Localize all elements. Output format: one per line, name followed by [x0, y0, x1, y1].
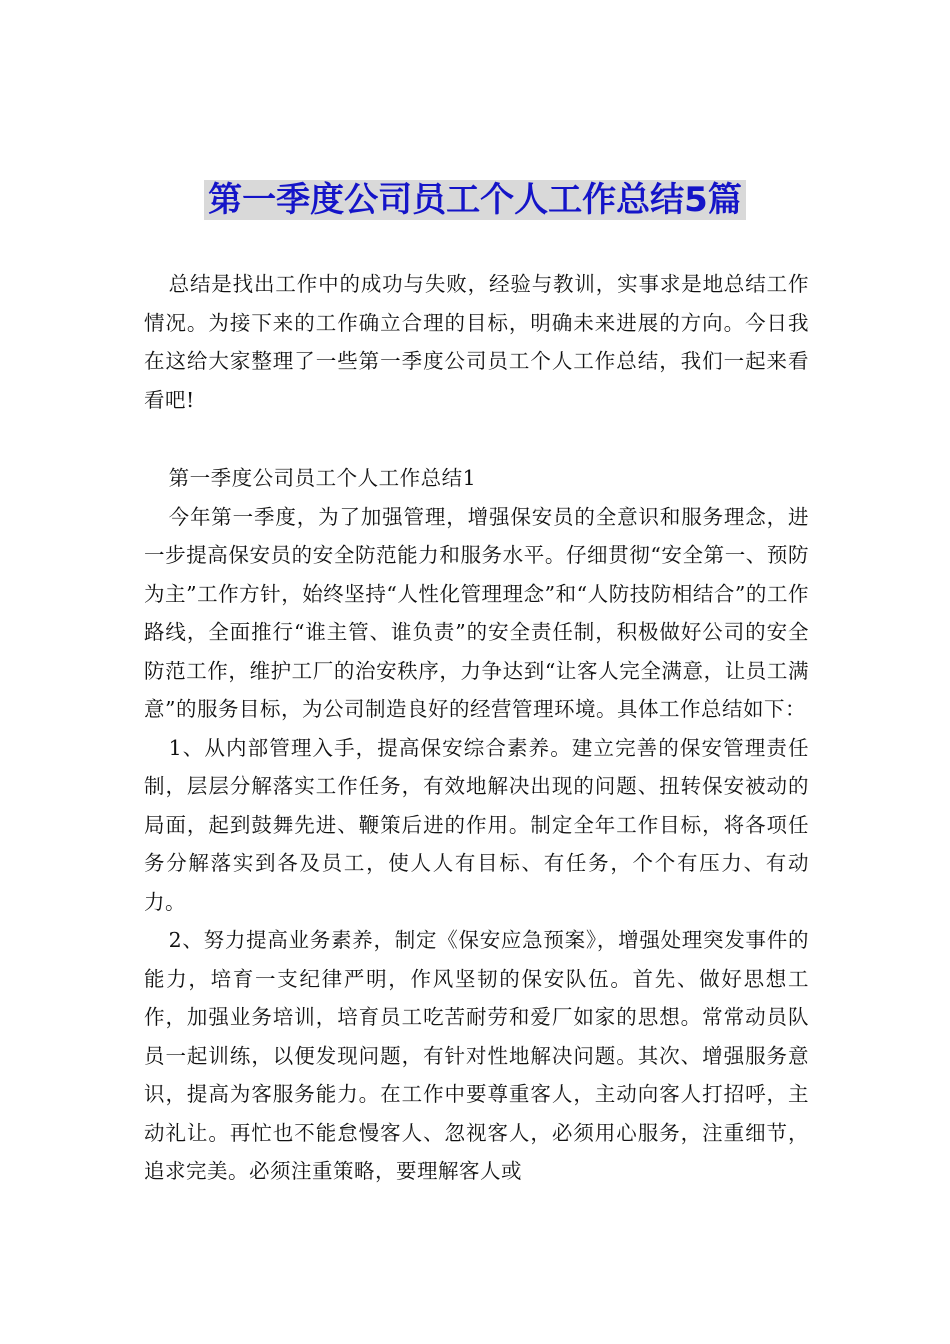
document-body: [144, 265, 809, 1191]
document-title-text: 第一季度公司员工个人工作总结5篇: [204, 180, 746, 220]
body-paragraph: 1、从内部管理入手，提高保安综合素养。建立完善的保安管理责任制，层层分解落实工作任务，有效地解决出现的问题、扭转保安被动的局面，起到鼓舞先进、鞭策后进的作用。制定全年工作目标，将各项任务分解落实到各及员工，使人人有目标、有任务，个个有压力、有动力。: [144, 735, 809, 914]
body-paragraph: 2、努力提高业务素养，制定《保安应急预案》，增强处理突发事件的能力，培育一支纪律严明，作风坚韧的保安队伍。首先、做好思想工作，加强业务培训，培育员工吃苦耐劳和爱厂如家的思想。常常动员队员一起训练，以便发现问题，有针对性地解决问题。其次、增强服务意识，提高为客服务能力。在工作中要尊重客人，主动向客人打招呼，主动礼让。再忙也不能怠慢客人、忽视客人，必须用心服务，注重细节，追求完美。必须注重策略，要理解客人或: [144, 928, 809, 1183]
body-paragraph: 今年第一季度，为了加强管理，增强保安员的全意识和服务理念，进一步提高保安员的安全防范能力和服务水平。仔细贯彻“安全第一、预防为主”工作方针，始终坚持“人性化管理理念”和“人防技防相结合”的工作路线，全面推行“谁主管、谁负责”的安全责任制，积极做好公司的安全防范工作，维护工厂的治安秩序，力争达到“让客人完全满意，让员工满意”的服务目标，为公司制造良好的经营管理环境。具体工作总结如下：: [144, 504, 809, 721]
section-heading: 第一季度公司员工个人工作总结1: [168, 466, 477, 490]
intro-paragraph: 总结是找出工作中的成功与失败，经验与教训，实事求是地总结工作情况。为接下来的工作确立合理的目标，明确未来进展的方向。今日我在这给大家整理了一些第一季度公司员工个人工作总结，我们一起来看看吧!: [144, 272, 809, 412]
document-title: [0, 172, 950, 228]
